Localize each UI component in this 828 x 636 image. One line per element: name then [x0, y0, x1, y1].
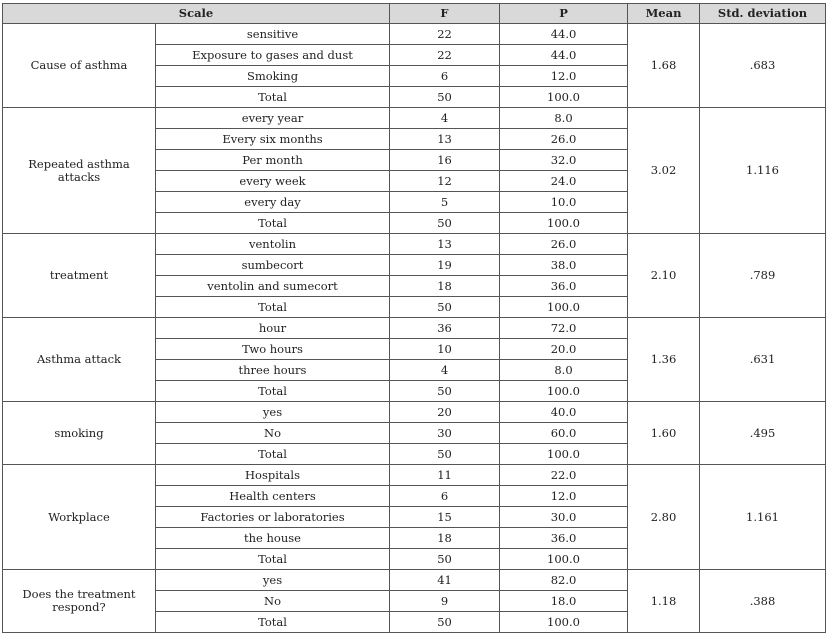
header-mean: Mean: [628, 4, 700, 24]
table-row: [3, 570, 826, 591]
table-row: [3, 24, 826, 45]
item-cell: Two hours: [156, 339, 390, 360]
p-cell: 26.0: [500, 129, 628, 150]
item-cell: sensitive: [156, 24, 390, 45]
f-cell: 10: [390, 339, 500, 360]
item-cell: three hours: [156, 360, 390, 381]
mean-cell: 1.60: [628, 402, 700, 465]
p-cell: 100.0: [500, 297, 628, 318]
f-cell: 12: [390, 171, 500, 192]
p-cell: 8.0: [500, 360, 628, 381]
f-cell: 5: [390, 192, 500, 213]
f-cell: 50: [390, 549, 500, 570]
std-deviation-cell: .789: [700, 234, 826, 318]
p-cell: 60.0: [500, 423, 628, 444]
p-cell: 36.0: [500, 276, 628, 297]
table-row: [3, 402, 826, 423]
f-cell: 22: [390, 24, 500, 45]
item-cell: Total: [156, 213, 390, 234]
f-cell: 30: [390, 423, 500, 444]
f-cell: 50: [390, 213, 500, 234]
header-f: F: [390, 4, 500, 24]
f-cell: 50: [390, 297, 500, 318]
p-cell: 10.0: [500, 192, 628, 213]
f-cell: 16: [390, 150, 500, 171]
item-cell: every week: [156, 171, 390, 192]
std-deviation-cell: .388: [700, 570, 826, 633]
p-cell: 100.0: [500, 444, 628, 465]
std-deviation-cell: .495: [700, 402, 826, 465]
item-cell: yes: [156, 402, 390, 423]
item-cell: Per month: [156, 150, 390, 171]
p-cell: 26.0: [500, 234, 628, 255]
item-cell: Total: [156, 297, 390, 318]
item-cell: the house: [156, 528, 390, 549]
p-cell: 38.0: [500, 255, 628, 276]
item-cell: Total: [156, 87, 390, 108]
item-cell: Smoking: [156, 66, 390, 87]
f-cell: 18: [390, 276, 500, 297]
p-cell: 8.0: [500, 108, 628, 129]
f-cell: 50: [390, 612, 500, 633]
group-label: Asthma attack: [3, 318, 156, 402]
std-deviation-cell: .631: [700, 318, 826, 402]
p-cell: 12.0: [500, 486, 628, 507]
f-cell: 9: [390, 591, 500, 612]
item-cell: every day: [156, 192, 390, 213]
p-cell: 100.0: [500, 381, 628, 402]
mean-cell: 1.68: [628, 24, 700, 108]
p-cell: 44.0: [500, 45, 628, 66]
p-cell: 18.0: [500, 591, 628, 612]
table-header: [3, 4, 826, 24]
f-cell: 22: [390, 45, 500, 66]
f-cell: 13: [390, 234, 500, 255]
item-cell: Total: [156, 549, 390, 570]
p-cell: 24.0: [500, 171, 628, 192]
item-cell: Total: [156, 612, 390, 633]
item-cell: yes: [156, 570, 390, 591]
p-cell: 20.0: [500, 339, 628, 360]
f-cell: 4: [390, 360, 500, 381]
mean-cell: 2.80: [628, 465, 700, 570]
table-body: [3, 24, 826, 633]
group-label: Cause of asthma: [3, 24, 156, 108]
mean-cell: 2.10: [628, 234, 700, 318]
p-cell: 100.0: [500, 213, 628, 234]
p-cell: 44.0: [500, 24, 628, 45]
item-cell: Exposure to gases and dust: [156, 45, 390, 66]
f-cell: 13: [390, 129, 500, 150]
mean-cell: 1.18: [628, 570, 700, 633]
mean-cell: 1.36: [628, 318, 700, 402]
mean-cell: 3.02: [628, 108, 700, 234]
p-cell: 30.0: [500, 507, 628, 528]
item-cell: Total: [156, 381, 390, 402]
group-label: Does the treatment respond?: [3, 570, 156, 633]
p-cell: 72.0: [500, 318, 628, 339]
p-cell: 100.0: [500, 87, 628, 108]
item-cell: Health centers: [156, 486, 390, 507]
f-cell: 6: [390, 486, 500, 507]
table-row: [3, 234, 826, 255]
std-deviation-cell: .683: [700, 24, 826, 108]
f-cell: 11: [390, 465, 500, 486]
item-cell: Every six months: [156, 129, 390, 150]
p-cell: 100.0: [500, 612, 628, 633]
table-row: [3, 108, 826, 129]
p-cell: 36.0: [500, 528, 628, 549]
item-cell: No: [156, 591, 390, 612]
header-std-deviation: Std. deviation: [700, 4, 826, 24]
f-cell: 6: [390, 66, 500, 87]
item-cell: hour: [156, 318, 390, 339]
f-cell: 4: [390, 108, 500, 129]
group-label: Repeated asthma attacks: [3, 108, 156, 234]
item-cell: Total: [156, 444, 390, 465]
f-cell: 15: [390, 507, 500, 528]
p-cell: 32.0: [500, 150, 628, 171]
std-deviation-cell: 1.116: [700, 108, 826, 234]
p-cell: 40.0: [500, 402, 628, 423]
item-cell: ventolin: [156, 234, 390, 255]
item-cell: sumbecort: [156, 255, 390, 276]
f-cell: 36: [390, 318, 500, 339]
group-label: treatment: [3, 234, 156, 318]
table-row: [3, 318, 826, 339]
f-cell: 50: [390, 87, 500, 108]
f-cell: 41: [390, 570, 500, 591]
header-row: [3, 4, 826, 24]
group-label: Workplace: [3, 465, 156, 570]
header-p: P: [500, 4, 628, 24]
f-cell: 19: [390, 255, 500, 276]
f-cell: 50: [390, 381, 500, 402]
item-cell: Hospitals: [156, 465, 390, 486]
p-cell: 12.0: [500, 66, 628, 87]
p-cell: 100.0: [500, 549, 628, 570]
p-cell: 22.0: [500, 465, 628, 486]
group-label: smoking: [3, 402, 156, 465]
item-cell: every year: [156, 108, 390, 129]
f-cell: 18: [390, 528, 500, 549]
statistics-table: [2, 3, 826, 633]
f-cell: 50: [390, 444, 500, 465]
std-deviation-cell: 1.161: [700, 465, 826, 570]
f-cell: 20: [390, 402, 500, 423]
item-cell: ventolin and sumecort: [156, 276, 390, 297]
table-row: [3, 465, 826, 486]
item-cell: Factories or laboratories: [156, 507, 390, 528]
item-cell: No: [156, 423, 390, 444]
p-cell: 82.0: [500, 570, 628, 591]
header-scale: Scale: [3, 4, 390, 24]
